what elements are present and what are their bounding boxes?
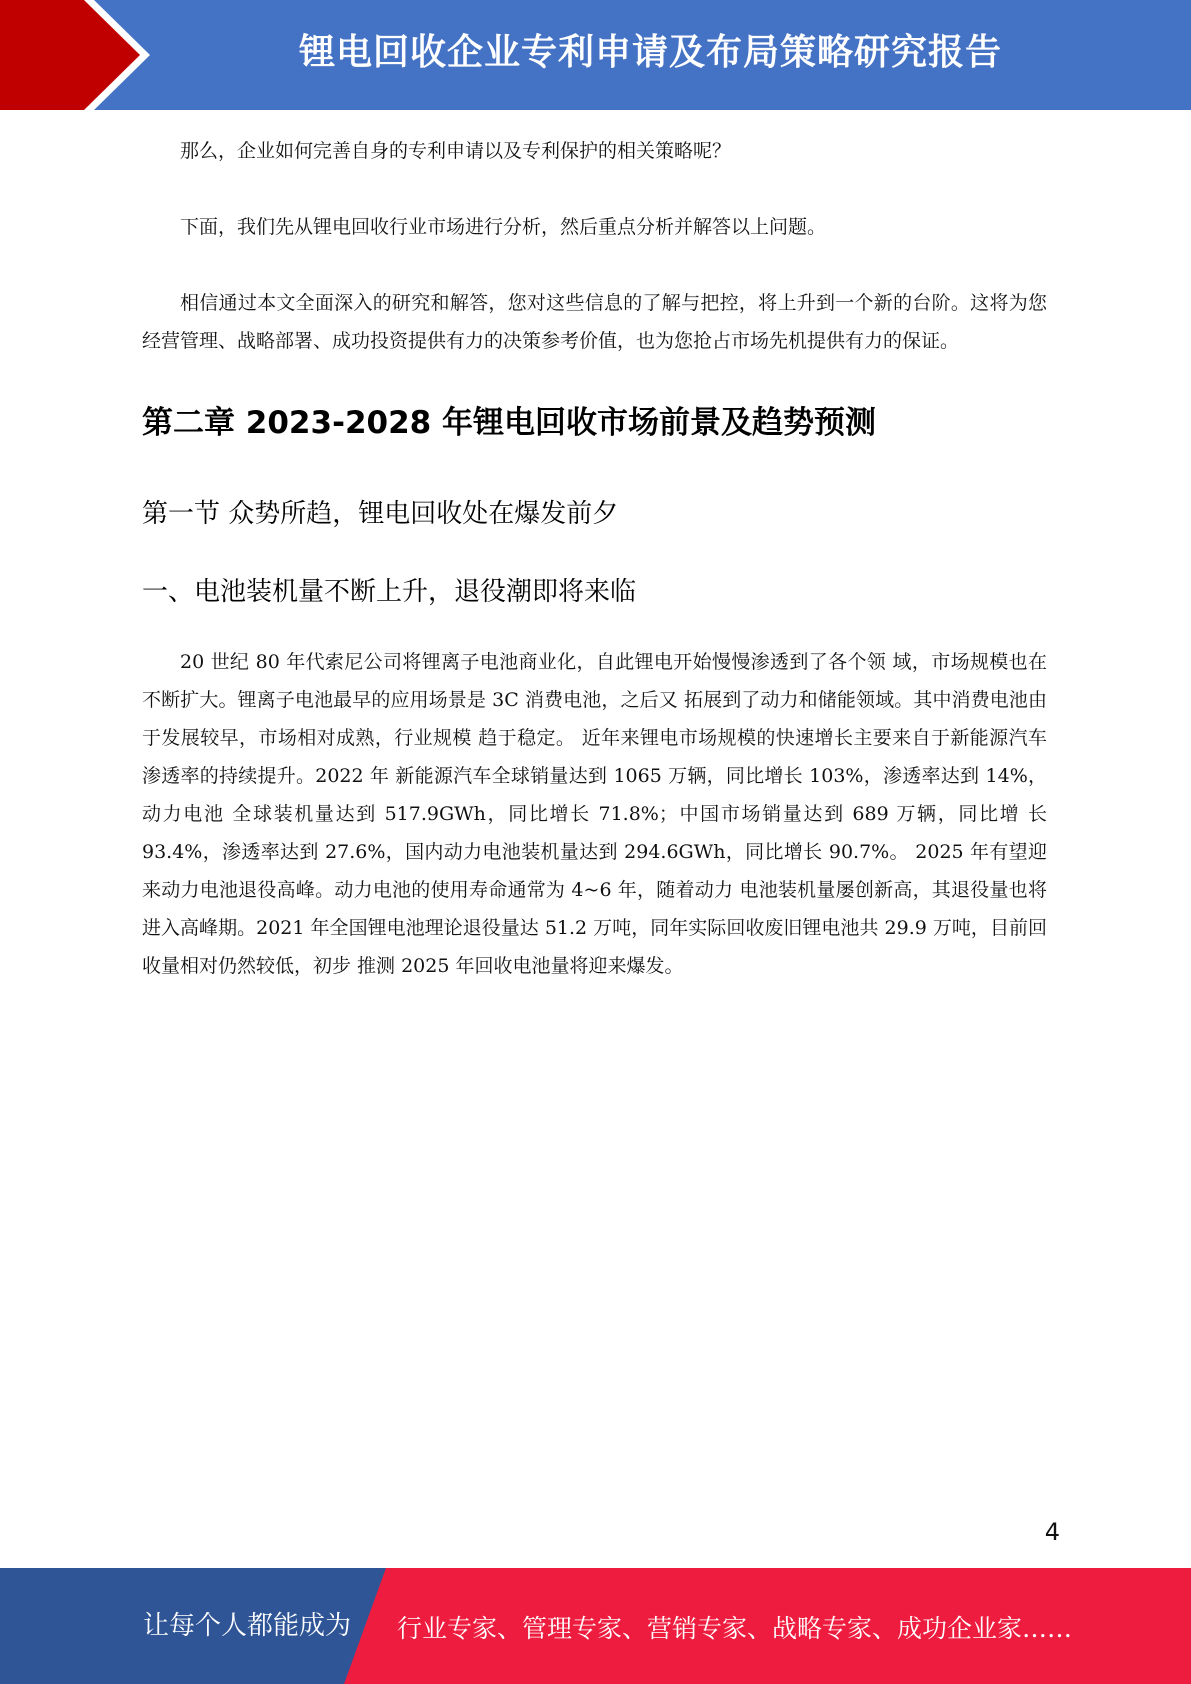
footer-slogan-right: 行业专家、管理专家、营销专家、战略专家、成功企业家…… <box>397 1614 1073 1643</box>
section-heading: 第一节 众势所趋，锂电回收处在爆发前夕 <box>142 499 619 529</box>
chapter-heading: 第二章 2023-2028 年锂电回收市场前景及趋势预测 <box>142 405 877 441</box>
page-number: 4 <box>1044 1518 1060 1546</box>
header-arrow-icon <box>0 0 140 110</box>
footer-slogan-left: 让每个人都能成为 <box>143 1611 352 1641</box>
paragraph-battery-market: 20 世纪 80 年代索尼公司将锂离子电池商业化，自此锂电开始慢慢渗透到了各个领 域，市场规模也在不断扩大。锂离子电池最早的应用场景是 3C 消费电池，之后又 拓展到了动力和储能领域。其中消费电池由于发展较早，市场相对成熟，行业规模 趋于稳定。 近年来锂电市场规模的快速增长主要来自于新能源汽车渗透率的持续提升。2022 年 新能源汽车全球销量达到 1065 万辆，同比增长 103%，渗透率达到 14%，动力电池 全球装机量达到 517.9GWh，同比增长 71.8%；中国市场销量达到 689 万辆，同比增 长 93.4%，渗透率达到 27.6%，国内动力电池装机量达到 294.6GWh，同比增长 90.7%。 2025 年有望迎来动力电池退役高峰。动力电池的使用寿命通常为 4~6 年，随着动力 电池装机量屡创新高，其退役量也将进入高峰期。2021 年全国锂电池理论退役量达 51.2 万吨，同年实际回收废旧锂电池共 29.9 万吨，目前回收量相对仍然较低，初步 推测 2025 年回收电池量将迎来爆发。 <box>142 651 1047 977</box>
document-body <box>142 132 1047 985</box>
header-banner <box>0 0 1191 110</box>
report-title: 锂电回收企业专利申请及布局策略研究报告 <box>298 32 1002 73</box>
footer-banner <box>0 1568 1191 1684</box>
paragraph-intro-plan: 下面，我们先从锂电回收行业市场进行分析，然后重点分析并解答以上问题。 <box>180 216 827 238</box>
paragraph-intro-value: 相信通过本文全面深入的研究和解答，您对这些信息的了解与把控，将上升到一个新的台阶。这将为您经营管理、战略部署、成功投资提供有力的决策参考价值，也为您抢占市场先机提供有力的保证。 <box>142 292 1047 352</box>
paragraph-intro-question: 那么，企业如何完善自身的专利申请以及专利保护的相关策略呢？ <box>180 140 732 162</box>
subsection-heading: 一、电池装机量不断上升，退役潮即将来临 <box>142 577 637 607</box>
